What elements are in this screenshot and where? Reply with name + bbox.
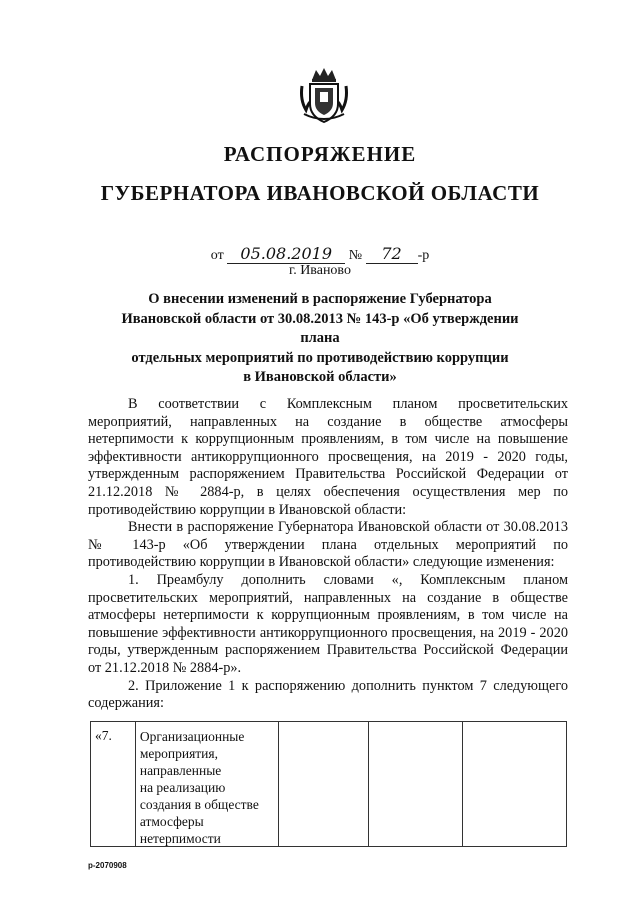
table-cell-number: «7. (91, 722, 136, 846)
subject-line: О внесении изменений в распоряжение Губернатора (148, 291, 492, 307)
activity-word: на реализацию (139, 780, 226, 795)
activity-line: нетерпимости (139, 831, 221, 846)
paragraph-preamble: В соответствии с Комплексным планом просветительских мероприятий, направленных на создание в обществе атмосферы нетерпимости к коррупционным проявлениям, в том числе на повышение эффективности антикоррупционного просвещения, на 2019 - 2020 годы, утвержденным распоряжением Правительства Российской Федерации от 21.12.2018 № 2884-р, в целях обеспечения осуществления мер по противодействию коррупции в Ивановской области: (88, 396, 568, 518)
document-type-title: РАСПОРЯЖЕНИЕ (223, 142, 417, 166)
subject-line: в Ивановской области» (243, 369, 397, 385)
paragraph-decision: Внести в распоряжение Губернатора Ивановской области от 30.08.2013 № 143-р «Об утверждении плана отдельных мероприятий по противодействию коррупции в Ивановской области» следующие изменения: (88, 519, 568, 571)
document-body (88, 396, 568, 713)
table-cell-empty (279, 722, 369, 846)
handwritten-number: 72 (366, 244, 418, 264)
coat-of-arms-icon (298, 66, 350, 124)
document-code: р-2070908 (88, 861, 127, 870)
subject-line: отдельных мероприятий по противодействию коррупции (131, 349, 509, 366)
table-cell-activity (136, 722, 279, 846)
issuer-title: ГУБЕРНАТОРА ИВАНОВСКОЙ ОБЛАСТИ (100, 181, 540, 205)
activity-line: мероприятия, (139, 746, 218, 761)
subject-line: Ивановской области от 30.08.2013 № 143-р «Об утверждении плана (121, 310, 519, 346)
paragraph-item-2: 2. Приложение 1 к распоряжению дополнить пунктом 7 следующего содержания: (88, 677, 568, 712)
table-cell-empty (369, 722, 464, 846)
activity-line: Организационные (139, 729, 245, 744)
table-cell-empty (463, 722, 566, 846)
paragraph-item-1: 1. Преамбулу дополнить словами «, Комплексным планом просветительских мероприятий, направленных на создание в обществе атмосферы нетерпимости к коррупционным проявлениям, в том числе на повышение эффективности антикоррупционного просвещения, на 2019 - 2020 годы, утвержденным распоряжением Правительства Российской Федерации от 21.12.2018 № 2884-р». (88, 571, 568, 676)
handwritten-date: 05.08.2019 (227, 244, 345, 264)
date-prefix: от (210, 248, 224, 263)
appendix-table (90, 721, 567, 847)
city-label: г. Иваново (289, 263, 351, 278)
activity-line: атмосферы (139, 814, 204, 829)
date-number-line (0, 244, 640, 264)
activity-line: направленные (139, 763, 222, 778)
activity-line: создания в обществе (139, 797, 259, 812)
number-suffix: -р (417, 248, 430, 263)
number-prefix: № (348, 248, 363, 263)
activity-line (140, 779, 274, 796)
document-subject (100, 290, 540, 388)
